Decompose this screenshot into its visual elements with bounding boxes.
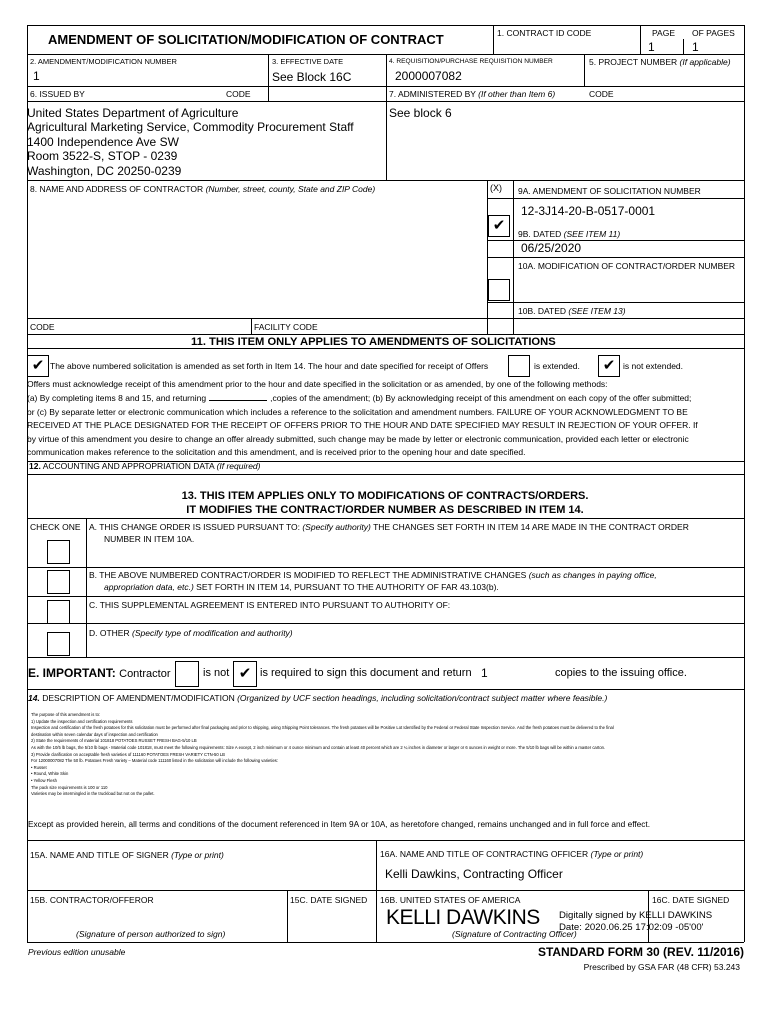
check-one-label: CHECK ONE — [30, 522, 81, 532]
not-extended-checkbox[interactable]: ✔ — [598, 355, 620, 377]
prescribed-by: Prescribed by GSA FAR (48 CFR) 53.243 — [583, 962, 740, 972]
administered-by-field[interactable]: See block 6 — [389, 106, 452, 120]
is-required-label: is required to sign this document and return — [260, 667, 472, 679]
amended-checkbox[interactable]: ✔ — [27, 355, 49, 377]
description-line: As with the 10/5 lb bags, the 5/10 lb bags - Material code 101818, must meet the following requirements: Size A except, 2 inch minimum or 4 ounce minimum and contain at least 40 percent which are 2 ¼ inches in diameter or larger or 6 ounces in weight or more. The 5/10 lb bags will be within a master carton. — [31, 744, 606, 750]
project-number-label: 5. PROJECT NUMBER (If applicable) — [589, 57, 731, 67]
extended-checkbox[interactable] — [508, 355, 530, 377]
option-a-line2: NUMBER IN ITEM 10A. — [104, 534, 195, 544]
item13-title-1: 13. THIS ITEM APPLIES ONLY TO MODIFICATIONS OF CONTRACTS/ORDERS. — [181, 490, 589, 502]
copies-number-field[interactable]: 1 — [481, 666, 488, 680]
signer-name-label: 15A. NAME AND TITLE OF SIGNER (Type or print) — [30, 850, 224, 860]
description-line: destination within seven calendar days of inspection and certification — [31, 731, 158, 737]
usa-16b-label: 16B. UNITED STATES OF AMERICA — [380, 895, 521, 905]
digital-signature-line-1: Digitally signed by KELLI DAWKINS — [559, 910, 713, 921]
copies-label: copies to the issuing office. — [555, 667, 687, 679]
effective-date-field[interactable]: See Block 16C — [272, 70, 352, 84]
option-a-text: A. THIS CHANGE ORDER IS ISSUED PURSUANT TO: (Specify authority) THE CHANGES SET FORTH IN ITEM 14 ARE MADE IN THE CONTRACT ORDER — [89, 522, 689, 532]
description-line: Varieties may be intermingled in the truckload but not on the pallet. — [31, 791, 155, 797]
description-line: The pack size requirements is 100 or 110 — [31, 784, 108, 790]
amendment-solicitation-label: 9A. AMENDMENT OF SOLICITATION NUMBER — [518, 186, 701, 196]
important-line: E. IMPORTANT: Contractor — [28, 666, 171, 680]
copies-blank[interactable] — [209, 391, 267, 401]
item11-instructions — [27, 378, 742, 459]
amendment-number-field[interactable]: 1 — [33, 69, 40, 83]
contract-id-label: 1. CONTRACT ID CODE — [497, 28, 592, 38]
item14-description — [31, 712, 741, 798]
officer-signature-caption: (Signature of Contracting Officer) — [452, 929, 577, 939]
modification-10a-label: 10A. MODIFICATION OF CONTRACT/ORDER NUMBER — [518, 261, 736, 271]
previous-edition-note: Previous edition unusable — [28, 947, 126, 957]
description-line: For 12000007082 The 50 lb. Potatoes Fresh Variety – Material code 111160 listed in the solicitation will include the following varieties: — [31, 758, 279, 764]
contracting-officer-field[interactable]: Kelli Dawkins, Contracting Officer — [385, 867, 563, 881]
instruction-line: by virtue of this amendment you desire to change an offer already submitted, such change may be made by letter or electronic communication, provided each letter or electronic — [27, 433, 689, 444]
effective-date-label: 3. EFFECTIVE DATE — [272, 57, 344, 66]
issued-by-label: 6. ISSUED BY — [30, 89, 85, 99]
not-extended-label: is not extended. — [623, 361, 684, 371]
description-line: • Russet — [31, 764, 47, 770]
x-mark-label: (X) — [490, 183, 502, 193]
supplemental-agreement-checkbox[interactable] — [47, 600, 70, 624]
page-label: PAGE — [652, 28, 675, 38]
item13-title-2: IT MODIFIES THE CONTRACT/ORDER NUMBER AS DESCRIBED IN ITEM 14. — [186, 504, 584, 516]
item11-title: 11. THIS ITEM ONLY APPLIES TO AMENDMENTS OF SOLICITATIONS — [191, 336, 556, 348]
option-d-text: D. OTHER (Specify type of modification and authority) — [89, 628, 293, 638]
date-15c-label: 15C. DATE SIGNED — [290, 895, 368, 905]
description-line: 3) Provide clarification on acceptable fresh varieties of 111160 POTATOES FRESH VARIETY CTN-50 LB — [31, 751, 225, 757]
requisition-number-field[interactable]: 2000007082 — [395, 69, 462, 83]
change-order-checkbox[interactable] — [47, 540, 70, 564]
date-15c-field[interactable] — [290, 906, 374, 936]
item14-label: 14. DESCRIPTION OF AMENDMENT/MODIFICATION (Organized by UCF section headings, including solicitation/contract subject matter where feasible.) — [28, 693, 608, 703]
form-title: AMENDMENT OF SOLICITATION/MODIFICATION OF CONTRACT — [48, 32, 444, 47]
amendment-solicitation-field[interactable]: 12-3J14-20-B-0517-0001 — [521, 204, 656, 218]
option-b-text: B. THE ABOVE NUMBERED CONTRACT/ORDER IS MODIFIED TO REFLECT THE ADMINISTRATIVE CHANGES (such as changes in paying office, — [89, 570, 657, 580]
dated-9b-field[interactable]: 06/25/2020 — [521, 241, 582, 255]
issuer-line: Washington, DC 20250-0239 — [27, 163, 182, 178]
contractor-code-label: CODE — [30, 322, 55, 332]
contractor-signature-field[interactable] — [30, 906, 284, 928]
dated-10b-label: 10B. DATED (SEE ITEM 13) — [518, 306, 626, 316]
item11-line1: The above numbered solicitation is amended as set forth in Item 14. The hour and date specified for receipt of Offers — [50, 361, 489, 371]
instruction-line: (a) By completing items 8 and 15, and returning ,copies of the amendment; (b) By acknowledging receipt of this amendment on each copy of the offer submitted; — [27, 393, 692, 404]
contractor-signature-caption: (Signature of person authorized to sign) — [76, 929, 226, 939]
option-c-text: C. THIS SUPPLEMENTAL AGREEMENT IS ENTERED INTO PURSUANT TO AUTHORITY OF: — [89, 600, 451, 610]
of-pages-label: OF PAGES — [692, 28, 735, 38]
dated-9b-label: 9B. DATED (SEE ITEM 11) — [518, 229, 621, 239]
instruction-line: or (c) By separate letter or electronic communication which includes a reference to the solicitation and amendment numbers. FAILURE OF YOUR ACKNOWLEDGMENT TO BE — [27, 406, 688, 417]
instruction-line: communication makes reference to the solicitation and this amendment, and is received prior to the opening hour and date specified. — [27, 447, 526, 458]
issuer-line: United States Department of Agriculture — [27, 106, 239, 120]
instruction-line: Offers must acknowledge receipt of this amendment prior to the hour and date specified in the solicitation or as amended, by one of the following methods: — [27, 379, 608, 389]
contracting-officer-label: 16A. NAME AND TITLE OF CONTRACTING OFFICER (Type or print) — [380, 849, 644, 859]
description-line: The purpose of this amendment is to: — [31, 712, 101, 717]
description-line: 1) Update the inspection and certification requirements — [31, 718, 133, 724]
issued-by-code-label: CODE — [226, 89, 251, 99]
of-pages-value[interactable]: 1 — [692, 40, 699, 54]
is-not-label: is not — [203, 667, 230, 679]
modification-checkbox[interactable] — [488, 279, 510, 301]
accounting-label: 12. ACCOUNTING AND APPROPRIATION DATA (If required) — [29, 461, 261, 471]
date-16c-label: 16C. DATE SIGNED — [652, 895, 730, 905]
issuer-line: Room 3522-S, STOP - 0239 — [27, 149, 178, 164]
issuer-line: 1400 Independence Ave SW — [27, 134, 179, 149]
administrative-changes-checkbox[interactable] — [47, 570, 70, 594]
officer-signature[interactable]: KELLI DAWKINS — [386, 906, 540, 929]
extended-label: is extended. — [534, 361, 580, 371]
form-number: STANDARD FORM 30 (REV. 11/2016) — [537, 945, 744, 959]
facility-code-label: FACILITY CODE — [254, 322, 318, 332]
contractor-is-not-checkbox[interactable] — [175, 661, 199, 687]
contractor-offeror-label: 15B. CONTRACTOR/OFFEROR — [30, 895, 154, 905]
issuer-address[interactable] — [27, 106, 354, 178]
issuer-line: Agricultural Marketing Service, Commodity Procurement Staff — [27, 120, 354, 135]
digital-signature-line-2: Date: 2020.06.25 17:02:09 -05'00' — [559, 922, 704, 933]
is-required-checkbox[interactable]: ✔ — [233, 661, 257, 687]
description-line: 2) State the requirements of material 101818 POTATOES RUSSET FRESH BAG-5/10 LB — [31, 738, 197, 744]
requisition-number-label: 4. REQUISITION/PURCHASE REQUISITION NUMBER — [389, 58, 553, 65]
administered-code-label: CODE — [589, 89, 614, 99]
contractor-address-label: 8. NAME AND ADDRESS OF CONTRACTOR (Number, street, county, State and ZIP Code) — [30, 184, 376, 194]
description-line: Inspection and certification of the fresh potatoes for this solicitation must be performed after final packaging and prior to shipping, using Shipping Point tolerances. The fresh potatoes will be Positive Lot Identified by the Federal or Federal State Inspection Service. And the fresh potatoes must be delivered to the final — [31, 725, 614, 731]
solicitation-checkbox[interactable]: ✔ — [488, 215, 510, 237]
description-line: • Yellow Flesh — [31, 777, 57, 783]
except-provided-text: Except as provided herein, all terms and conditions of the document referenced in Item 9A or 10A, as heretofore changed, remains unchanged and in full force and effect. — [28, 819, 651, 829]
page-value[interactable]: 1 — [648, 40, 655, 54]
administered-by-label: 7. ADMINISTERED BY (If other than Item 6) — [389, 89, 556, 99]
other-checkbox[interactable] — [47, 632, 70, 656]
amendment-number-label: 2. AMENDMENT/MODIFICATION NUMBER — [30, 57, 177, 66]
description-line: • Round, White Skin — [31, 771, 69, 777]
signer-name-field[interactable] — [30, 862, 370, 886]
instruction-line: RECEIVED AT THE PLACE DESIGNATED FOR THE RECEIPT OF OFFERS PRIOR TO THE HOUR AND DATE SPECIFIED MAY RESULT IN REJECTION OF YOUR OFFER. If — [27, 420, 698, 431]
option-b-line2: appropriation data, etc.) SET FORTH IN ITEM 14, PURSUANT TO THE AUTHORITY OF FAR 43.103(b). — [104, 582, 499, 592]
